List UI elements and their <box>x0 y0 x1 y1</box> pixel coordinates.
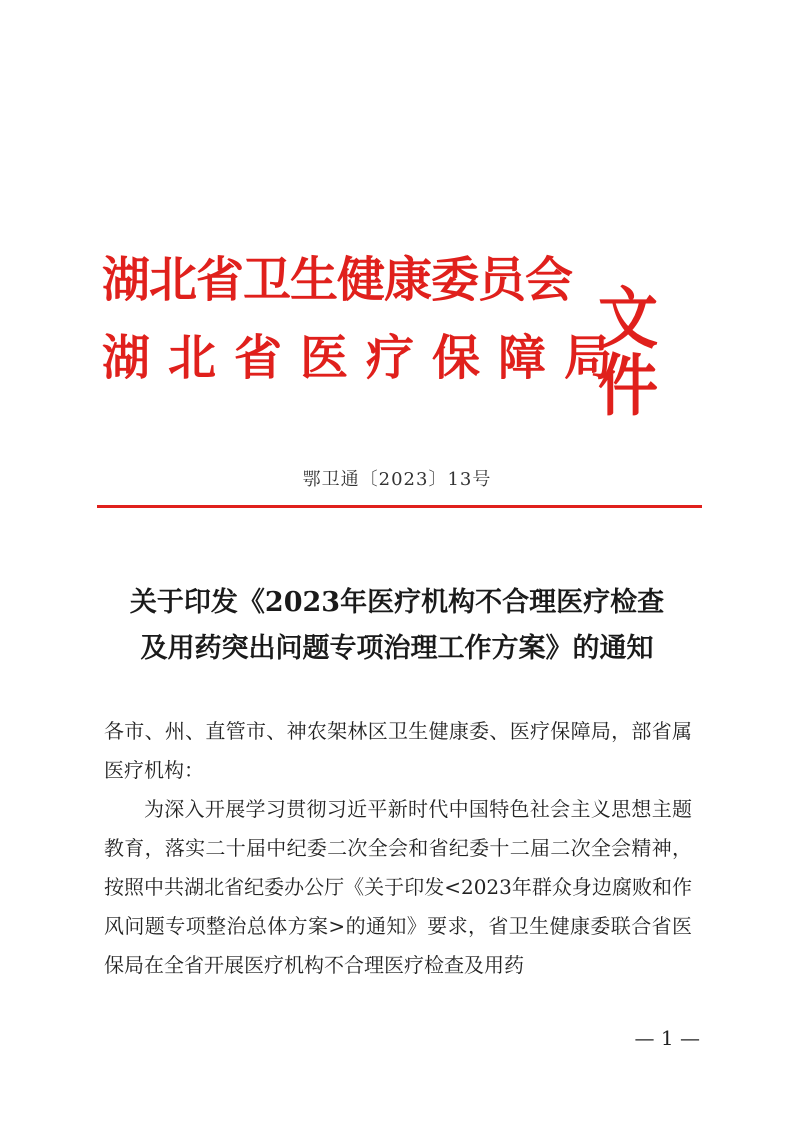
document-number: 鄂卫通〔2023〕13号 <box>302 469 492 490</box>
title-line-2: 及用药突出问题专项治理工作方案》的通知 <box>140 633 654 664</box>
title-line-1: 关于印发《2023年医疗机构不合理医疗检查 <box>129 587 665 618</box>
body-paragraph-1: 为深入开展学习贯彻习近平新时代中国特色社会主义思想主题教育，落实二十届中纪委二次全会和省纪委十二届二次全会精神，按照中共湖北省纪委办公厅《关于印发<2023年群众身边腐败和作风问题专项整治总体方案>的通知》要求，省卫生健康委联合省医保局在全省开展医疗机构不合理医疗检查及用药 <box>104 797 692 977</box>
salutation: 各市、州、直管市、神农架林区卫生健康委、医疗保障局，部省属医疗机构： <box>104 719 692 782</box>
document-header <box>102 252 702 426</box>
red-divider <box>97 505 702 508</box>
page-number: — 1 — <box>634 1026 700 1050</box>
document-body <box>104 712 692 985</box>
issuer-line-1: 湖北省卫生健康委员会 <box>102 252 573 308</box>
issuer-line-2: 湖北省医疗保障局 <box>102 330 631 386</box>
document-title <box>90 580 704 672</box>
document-label: 文件 <box>598 280 660 426</box>
